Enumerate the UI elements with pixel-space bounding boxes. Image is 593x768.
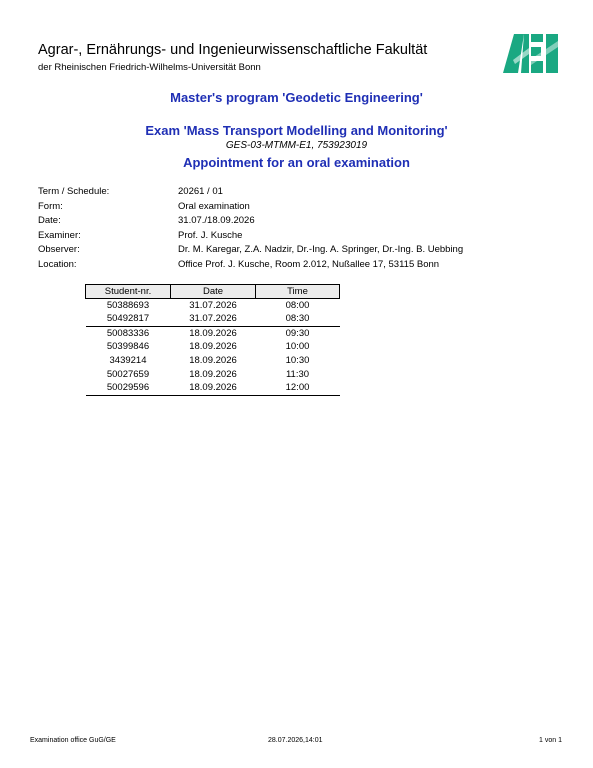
student-nr-cell: 50492817 bbox=[86, 312, 171, 326]
table-row bbox=[86, 340, 340, 354]
info-value: 31.07./18.09.2026 bbox=[178, 215, 255, 226]
time-cell: 08:30 bbox=[256, 312, 340, 326]
date-cell: 31.07.2026 bbox=[189, 300, 237, 312]
footer-page-count: 1 von 1 bbox=[539, 737, 562, 744]
appointment-heading: Appointment for an oral examination bbox=[183, 155, 410, 170]
date-cell: 18.09.2026 bbox=[189, 368, 237, 380]
faculty-name: Agrar-, Ernährungs- und Ingenieurwissenschaftliche Fakultät bbox=[38, 42, 428, 58]
column-header-time: Time bbox=[256, 285, 340, 299]
info-label: Location: bbox=[38, 258, 77, 270]
info-label: Date: bbox=[38, 215, 61, 226]
university-name: der Rheinischen Friedrich-Wilhelms-Universität Bonn bbox=[38, 62, 261, 73]
student-nr-cell: 50083336 bbox=[106, 327, 150, 339]
program-heading: Master's program 'Geodetic Engineering' bbox=[170, 90, 423, 105]
student-nr-cell: 50388693 bbox=[106, 300, 150, 312]
student-nr-cell: 50027659 bbox=[106, 368, 150, 380]
time-cell: 08:00 bbox=[285, 300, 310, 312]
table-row bbox=[86, 354, 340, 368]
table-header-row bbox=[86, 285, 340, 299]
time-cell: 11:30 bbox=[285, 368, 310, 380]
info-value: Office Prof. J. Kusche, Room 2.012, Nußallee 17, 53115 Bonn bbox=[178, 258, 440, 270]
date-cell: 18.09.2026 bbox=[171, 381, 256, 395]
date-cell: 31.07.2026 bbox=[171, 312, 256, 326]
table-row bbox=[86, 312, 340, 326]
exam-heading: Exam 'Mass Transport Modelling and Monitoring' bbox=[145, 123, 448, 138]
info-value: Prof. J. Kusche bbox=[178, 229, 243, 241]
table-row bbox=[86, 381, 340, 395]
table-row bbox=[86, 326, 340, 340]
footer-timestamp: 28.07.2026,14:01 bbox=[268, 737, 323, 744]
info-label: Term / Schedule: bbox=[38, 186, 110, 197]
table-row bbox=[86, 299, 340, 313]
column-header-date: Date bbox=[171, 285, 256, 299]
info-label: Form: bbox=[38, 200, 63, 212]
student-nr-cell: 50399846 bbox=[106, 341, 150, 353]
time-cell: 12:00 bbox=[256, 381, 340, 395]
info-value: Oral examination bbox=[178, 200, 250, 212]
info-label: Examiner: bbox=[38, 229, 81, 241]
time-cell: 10:00 bbox=[285, 341, 310, 353]
aei-logo bbox=[503, 30, 559, 73]
exam-code: GES-03-MTMM-E1, 753923019 bbox=[225, 140, 368, 151]
footer-office: Examination office GuG/GE bbox=[30, 737, 116, 744]
info-value: Dr. M. Karegar, Z.A. Nadzir, Dr.-Ing. A. Springer, Dr.-Ing. B. Uebbing bbox=[178, 244, 464, 255]
time-cell: 09:30 bbox=[285, 327, 310, 339]
date-cell: 18.09.2026 bbox=[189, 355, 237, 367]
date-cell: 18.09.2026 bbox=[189, 327, 237, 339]
column-header-student-nr: Student-nr. bbox=[86, 285, 171, 299]
info-value: 20261 / 01 bbox=[178, 186, 223, 197]
time-cell: 10:30 bbox=[285, 355, 310, 367]
info-label: Observer: bbox=[38, 244, 80, 255]
student-nr-cell: 3439214 bbox=[109, 355, 147, 367]
student-nr-cell: 50029596 bbox=[86, 381, 171, 395]
date-cell: 18.09.2026 bbox=[189, 341, 237, 353]
schedule-table bbox=[85, 284, 340, 396]
table-row bbox=[86, 367, 340, 381]
